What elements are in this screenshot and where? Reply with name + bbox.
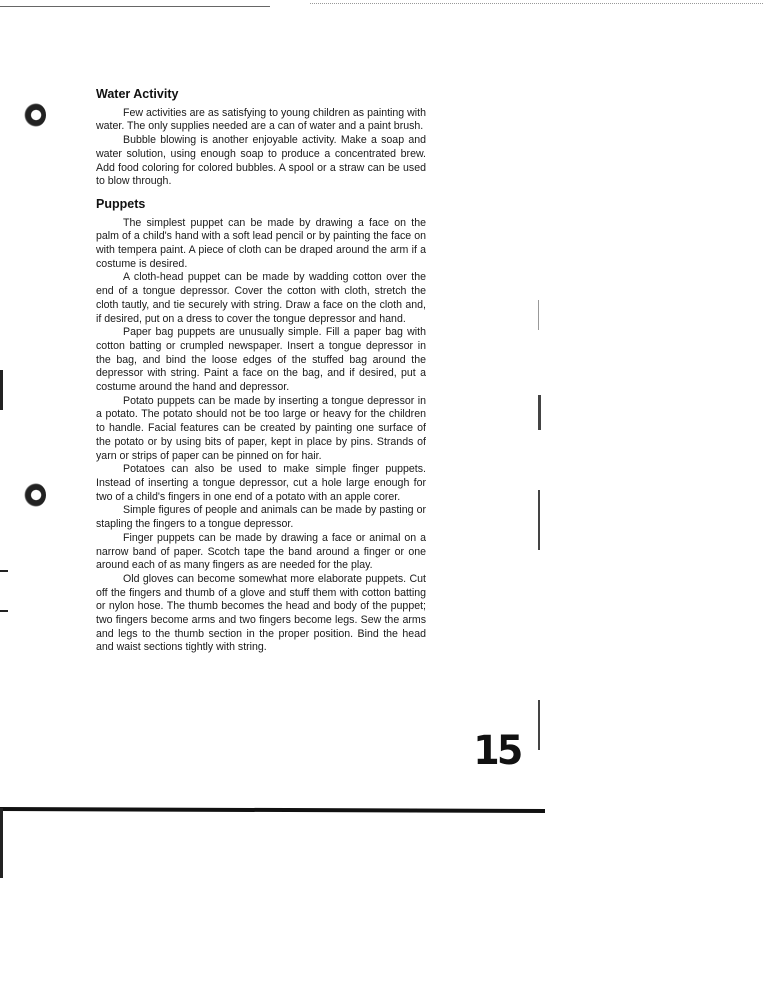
right-scan-mark [538, 395, 541, 430]
scan-top-border [0, 6, 270, 7]
left-edge-tick [0, 570, 8, 572]
binder-hole-top [24, 103, 46, 127]
scan-bottom-left-edge [0, 808, 3, 878]
paragraph: Few activities are as satisfying to young children as painting with water. The only supplies needed are a can of water and a paint brush. [96, 106, 426, 133]
paragraph: Potatoes can also be used to make simple finger puppets. Instead of inserting a tongue depressor, cut a hole large enough for two of a child's fingers in one end of a potato with an apple corer. [96, 463, 426, 503]
right-scan-mark [538, 490, 540, 550]
right-scan-mark [538, 700, 540, 750]
left-edge-mark [0, 370, 3, 410]
left-edge-tick [0, 610, 8, 612]
paragraph: Bubble blowing is another enjoyable activity. Make a soap and water solution, using enough soap to produce a concentrated brew. Add food coloring for colored bubbles. A spool or a straw can be used to blow through. [96, 134, 426, 188]
right-scan-mark [538, 300, 539, 330]
scan-bottom-border [0, 807, 545, 813]
scan-top-dotted-border [310, 3, 763, 5]
paragraph: Old gloves can become somewhat more elaborate puppets. Cut off the fingers and thumb of a glove and stuff them with cotton batting or nylon hose. The thumb becomes the head and body of the puppet; two fingers become arms and two fingers become legs. Sew the arms and legs to the thumb section in the proper position. Bind the head and waist sections tightly with string. [96, 572, 426, 654]
paragraph: Simple figures of people and animals can be made by pasting or stapling the fingers to a tongue depressor. [96, 504, 426, 531]
paragraph: Paper bag puppets are unusually simple. Fill a paper bag with cotton batting or crumpled newspaper. Insert a tongue depressor in the bag, and bind the loose edges of the stuffed bag around the depressor with string. Paint a face on the bag, and if desired, put a costume around the hand and depressor. [96, 326, 426, 394]
paragraph: Potato puppets can be made by inserting a tongue depressor in a potato. The potato should not be too large or heavy for the children to handle. Facial features can be created by painting one surface of the potato or by using bits of paper, kept in place by pins. Strands of yarn or strips of paper can be pinned on for hair. [96, 394, 426, 462]
section-heading-water-activity: Water Activity [96, 87, 179, 101]
page-body [96, 88, 426, 655]
binder-hole-bottom [24, 483, 46, 507]
section-heading-puppets: Puppets [96, 196, 146, 211]
paragraph: Finger puppets can be made by drawing a face or animal on a narrow band of paper. Scotch tape the band around a finger or one around each of as many fingers as are needed for the play. [96, 531, 426, 572]
paragraph: The simplest puppet can be made by drawing a face on the palm of a child's hand with a soft lead pencil or by painting the face on with tempera paint. A piece of cloth can be draped around the arm if a costume is desired. [96, 216, 426, 270]
page-number: 15 [473, 728, 521, 774]
paragraph: A cloth-head puppet can be made by wadding cotton over the end of a tongue depressor. Cover the cotton with cloth, stretch the cloth tautly, and tie securely with string. Draw a face on the cloth and, if desired, put on a dress to cover the tongue depressor and hand. [96, 271, 426, 325]
